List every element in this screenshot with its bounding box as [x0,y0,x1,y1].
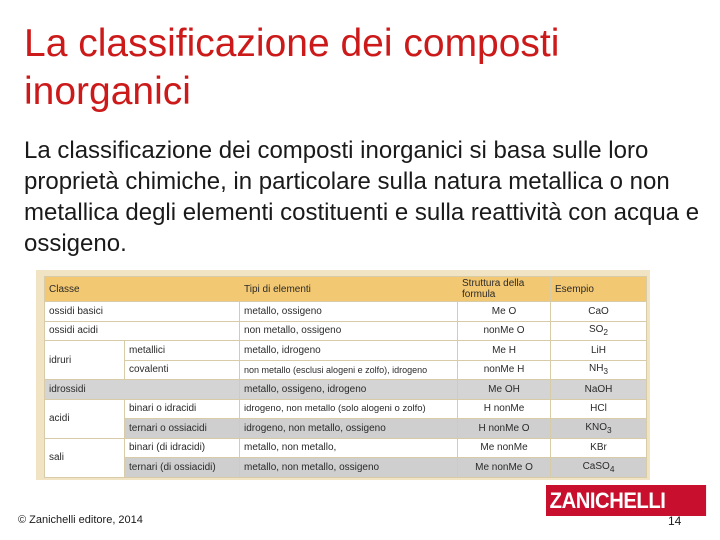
zanichelli-logo: ZANICHELLI [546,485,706,516]
formula-subscript: 3 [603,366,609,377]
cell-tipi: metallo, non metallo, [240,438,458,458]
cell-tipi: metallo, non metallo, ossigeno [240,458,458,478]
cell-classe: sali [45,438,125,477]
cell-classe: acidi [45,399,125,438]
cell-subclasse: binari o idracidi [125,399,240,419]
cell-classe: ossidi acidi [45,321,240,341]
formula-subscript: 3 [607,424,612,435]
header-esempio: Esempio [551,277,647,302]
cell-tipi: idrogeno, non metallo (solo alogeni o zolfo) [240,399,458,419]
cell-esempio: NaOH [551,380,647,400]
cell-struttura: Me O [458,302,551,322]
formula-text: NH [588,363,604,375]
cell-esempio: LiH [551,341,647,361]
cell-struttura: H nonMe O [458,419,551,439]
cell-esempio [551,360,647,380]
cell-tipi: non metallo (esclusi alogeni e zolfo), idrogeno [240,360,458,380]
cell-subclasse: ternari o ossiacidi [125,419,240,439]
cell-struttura: nonMe O [458,321,551,341]
formula-subscript: 4 [609,463,615,474]
cell-tipi: non metallo, ossigeno [240,321,458,341]
header-tipi: Tipi di elementi [240,277,458,302]
cell-esempio [551,321,647,341]
copyright-footer: © Zanichelli editore, 2014 [18,514,143,526]
cell-esempio [551,458,647,478]
slide-body-text: La classificazione dei composti inorganici si basa sulle loro proprietà chimiche, in particolare sulla natura metallica o non metallica degli elementi costituenti e sulla reattività con acqua e ossigeno. [24,137,700,257]
cell-classe: idrossidi [45,380,240,400]
cell-struttura: Me nonMe O [458,458,551,478]
table-row [45,438,647,458]
header-classe: Classe [45,277,240,302]
table-row [45,341,647,361]
header-struttura: Struttura della formula [458,277,551,302]
table-row [45,380,647,400]
cell-esempio: HCl [551,399,647,419]
slide-title: La classificazione dei composti inorganici [24,22,560,113]
table-row [45,302,647,322]
formula-subscript: 2 [603,327,609,338]
cell-classe: ossidi basici [45,302,240,322]
table-row [45,458,647,478]
cell-tipi: metallo, ossigeno, idrogeno [240,380,458,400]
table-row [45,399,647,419]
classification-table-frame [36,270,650,480]
cell-esempio [551,419,647,439]
cell-esempio: CaO [551,302,647,322]
cell-subclasse: metallici [125,341,240,361]
cell-struttura: Me OH [458,380,551,400]
cell-tipi: idrogeno, non metallo, ossigeno [240,419,458,439]
cell-tipi: metallo, idrogeno [240,341,458,361]
table-header-row [45,277,647,302]
table-row [45,419,647,439]
cell-struttura: nonMe H [458,360,551,380]
classification-table [44,276,647,478]
cell-subclasse: covalenti [125,360,240,380]
table-row [45,321,647,341]
cell-tipi: metallo, ossigeno [240,302,458,322]
formula-text: SO [588,324,604,336]
cell-struttura: Me nonMe [458,438,551,458]
formula-text: KNO [585,421,608,433]
cell-esempio: KBr [551,438,647,458]
cell-subclasse: binari (di idracidi) [125,438,240,458]
cell-classe: idruri [45,341,125,380]
cell-struttura: Me H [458,341,551,361]
table-row [45,360,647,380]
page-number: 14 [668,514,682,528]
formula-text: CaSO [582,460,610,472]
cell-struttura: H nonMe [458,399,551,419]
cell-subclasse: ternari (di ossiacidi) [125,458,240,478]
